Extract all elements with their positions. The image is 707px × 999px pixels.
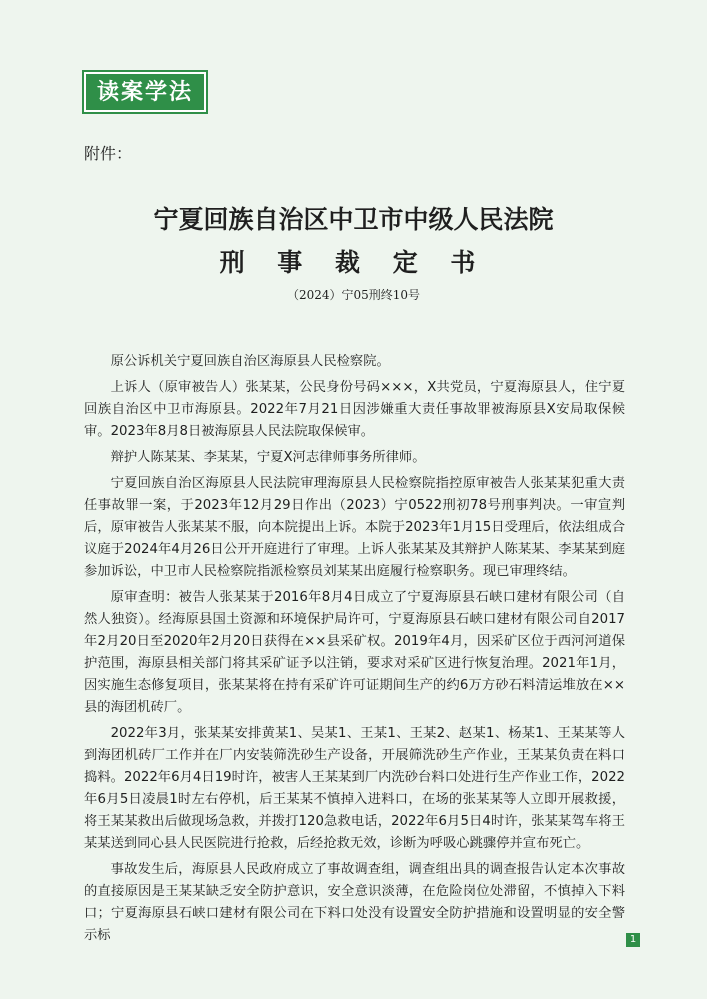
court-name: 宁夏回族自治区中卫市中级人民法院 xyxy=(153,205,554,234)
case-number: （2024）宁05刑终10号 xyxy=(286,288,421,302)
paragraph: 上诉人（原审被告人）张某某，公民身份号码×××，X共党员，宁夏海原县人，住宁夏回族自治区中卫市海原县。2022年7月21日因涉嫌重大责任事故罪被海原县X安局取保候审。2023年8月8日被海原县人民法院取保候审。 xyxy=(84,380,625,439)
paragraph: 辩护人陈某某、李某某，宁夏X河志律师事务所律师。 xyxy=(110,450,426,465)
document-type: 刑 事 裁 定 书 xyxy=(219,248,488,277)
paragraph: 原审查明：被告人张某某于2016年8月4日成立了宁夏海原县石峡口建材有限公司（自然人独资）。经海原县国土资源和环境保护局许可，宁夏海原县石峡口建材有限公司自2017年2月20日至2020年2月20日获得在××县采矿权。2019年4月，因采矿区位于西河河道保护范围，海原县相关部门将其采矿证予以注销，要求对采矿区进行恢复治理。2021年1月，因实施生态修复项目，张某某将在持有采矿许可证期间生产的约6万方砂石料清运堆放在××县的海团机砖厂。 xyxy=(84,590,625,715)
attachment-label: 附件： xyxy=(84,144,133,163)
paragraph: 宁夏回族自治区海原县人民法院审理海原县人民检察院指控原审被告人张某某犯重大责任事故罪一案，于2023年12月29日作出（2023）宁0522刑初78号刑事判决。一审宣判后，原审被告人张某某不服，向本院提出上诉。本院于2023年1月15日受理后，依法组成合议庭于2024年4月26日公开开庭进行了审理。上诉人张某某及其辩护人陈某某、李某某到庭参加诉讼，中卫市人民检察院指派检察员刘某某出庭履行检察职务。现已审理终结。 xyxy=(84,476,625,579)
paragraph: 2022年3月，张某某安排黄某1、吴某1、王某1、王某2、赵某1、杨某1、王某某等人到海团机砖厂工作并在厂内安装筛洗砂生产设备，开展筛洗砂生产作业，王某某负责在料口捣料。2022年6月4日19时许，被害人王某某到厂内洗砂台料口处进行生产作业工作，2022年6月5日凌晨1时左右停机，后王某某不慎掉入进料口，在场的张某某等人立即开展救援，将王某某救出后做现场急救，并拨打120急救电话，2022年6月5日4时许，张某某驾车将王某某送到同心县人民医院进行抢救，后经抢救无效，诊断为呼吸心跳骤停并宣布死亡。 xyxy=(84,726,625,851)
section-tag: 读案学法 xyxy=(84,72,206,112)
document-body xyxy=(84,351,625,951)
paragraph: 原公诉机关宁夏回族自治区海原县人民检察院。 xyxy=(110,354,390,369)
paragraph: 事故发生后，海原县人民政府成立了事故调查组，调查组出具的调查报告认定本次事故的直接原因是王某某缺乏安全防护意识，安全意识淡薄，在危险岗位处滞留，不慎掉入下料口；宁夏海原县石峡口建材有限公司在下料口处没有设置安全防护措施和设置明显的安全警示标 xyxy=(84,862,625,943)
page-number: 1 xyxy=(626,933,640,947)
